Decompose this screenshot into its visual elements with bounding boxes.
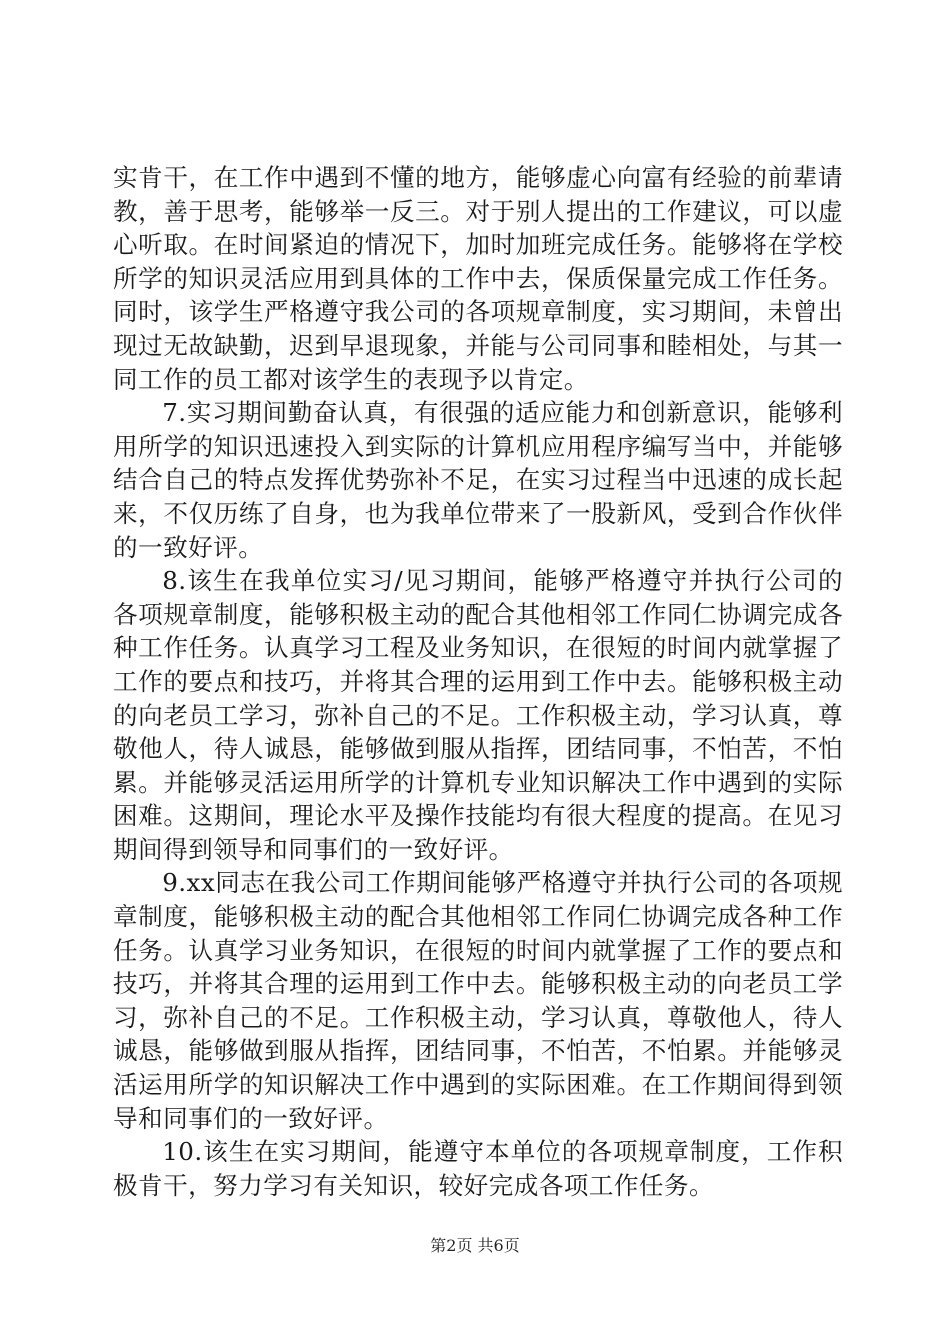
- paragraph-continuation: 实肯干，在工作中遇到不懂的地方，能够虚心向富有经验的前辈请教，善于思考，能够举一反三。对于别人提出的工作建议，可以虚心听取。在时间紧迫的情况下，加时加班完成任务。能够将在学校所学的知识灵活应用到具体的工作中去，保质保量完成工作任务。同时，该学生严格遵守我公司的各项规章制度，实习期间，未曾出现过无故缺勤，迟到早退现象，并能与公司同事和睦相处，与其一同工作的员工都对该学生的表现予以肯定。: [113, 163, 843, 394]
- paragraph-item-7: 7.实习期间勤奋认真，有很强的适应能力和创新意识，能够利用所学的知识迅速投入到实际的计算机应用程序编写当中，并能够结合自己的特点发挥优势弥补不足，在实习过程当中迅速的成长起来，不仅历练了自身，也为我单位带来了一股新风，受到合作伙伴的一致好评。: [113, 398, 843, 562]
- document-body: [113, 161, 843, 1202]
- page-number: 第2页 共6页: [430, 1236, 520, 1255]
- paragraph-item-10: 10.该生在实习期间，能遵守本单位的各项规章制度，工作积极肯干，努力学习有关知识，较好完成各项工作任务。: [113, 1137, 843, 1200]
- paragraph-item-8: 8.该生在我单位实习/见习期间，能够严格遵守并执行公司的各项规章制度，能够积极主动的配合其他相邻工作同仁协调完成各种工作任务。认真学习工程及业务知识，在很短的时间内就掌握了工作的要点和技巧，并将其合理的运用到工作中去。能够积极主动的向老员工学习，弥补自己的不足。工作积极主动，学习认真，尊敬他人，待人诚恳，能够做到服从指挥，团结同事，不怕苦，不怕累。并能够灵活运用所学的计算机专业知识解决工作中遇到的实际困难。这期间，理论水平及操作技能均有很大程度的提高。在见习期间得到领导和同事们的一致好评。: [113, 566, 843, 864]
- page-footer: [0, 1236, 950, 1256]
- paragraph-item-9: 9.xx同志在我公司工作期间能够严格遵守并执行公司的各项规章制度，能够积极主动的配合其他相邻工作同仁协调完成各种工作任务。认真学习业务知识，在很短的时间内就掌握了工作的要点和技巧，并将其合理的运用到工作中去。能够积极主动的向老员工学习，弥补自己的不足。工作积极主动，学习认真，尊敬他人，待人诚恳，能够做到服从指挥，团结同事，不怕苦，不怕累。并能够灵活运用所学的知识解决工作中遇到的实际困难。在工作期间得到领导和同事们的一致好评。: [113, 868, 843, 1133]
